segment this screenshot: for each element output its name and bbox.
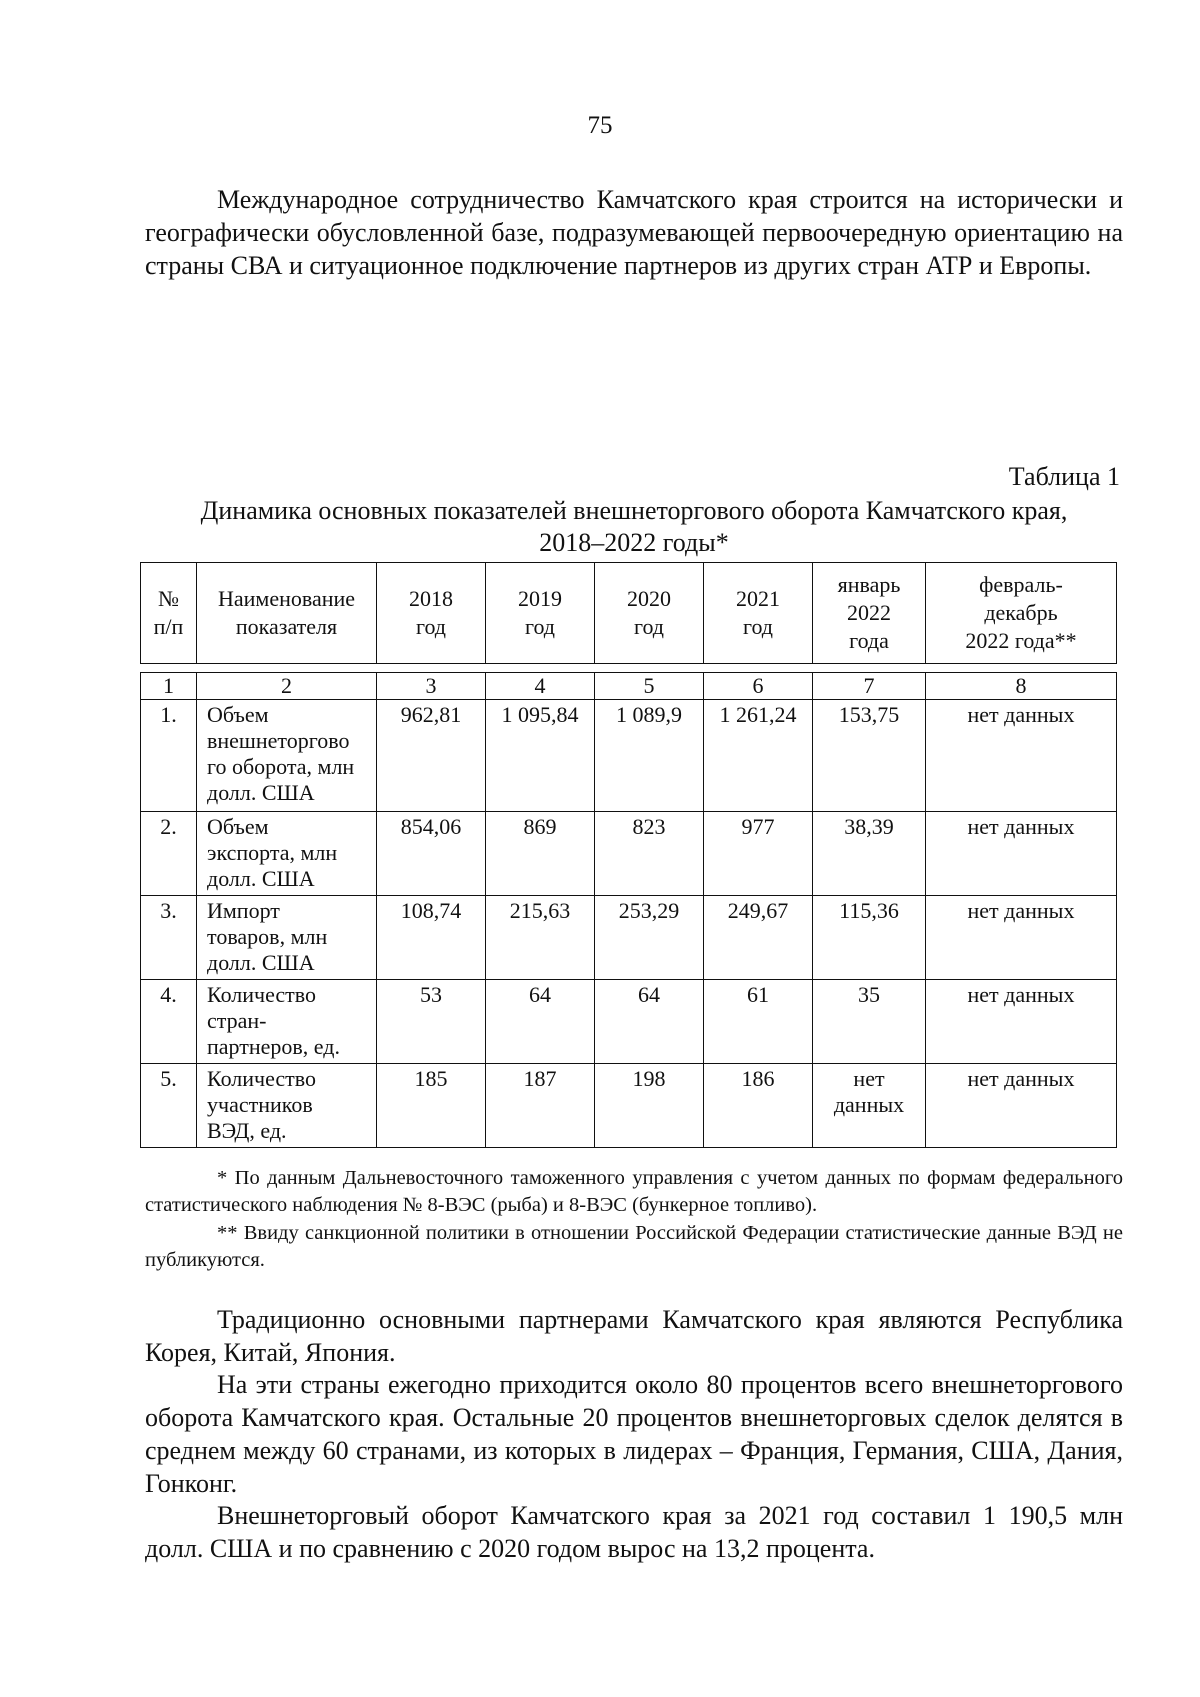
cell-value: нет данных [813,1064,926,1148]
data-table [140,672,1117,1148]
header-cell-2018: 2018 год [377,563,486,664]
header-cell-name: Наименование показателя [197,563,377,664]
cell-value: 186 [704,1064,813,1148]
cell-value: 115,36 [813,896,926,980]
table-label: Таблица 1 [1008,462,1120,491]
row-number: 3. [141,896,197,980]
row-name: Импорт товаров, млн долл. США [197,896,377,980]
column-number: 6 [704,673,813,700]
cell-value: 198 [595,1064,704,1148]
column-number: 7 [813,673,926,700]
column-number: 2 [197,673,377,700]
cell-value: 53 [377,980,486,1064]
column-number-row [141,673,1117,700]
cell-value: 253,29 [595,896,704,980]
cell-value: нет данных [926,896,1117,980]
cell-value: 854,06 [377,812,486,896]
table-title [145,495,1123,559]
cell-value: 64 [486,980,595,1064]
cell-value: 962,81 [377,700,486,812]
paragraph-share: На эти страны ежегодно приходится около 80 процентов всего внешнеторгового оборота Камчатского края. Остальные 20 процентов внешнеторговых сделок делятся в среднем между 60 странами, из которых в лидерах – Франция, Германия, США, Дания, Гонконг. [145,1370,1123,1498]
cell-value: 869 [486,812,595,896]
intro-paragraph: Международное сотрудничество Камчатского края строится на исторически и географически обусловленной базе, подразумевающей первоочередную ориентацию на страны СВА и ситуационное подключение партнеров из других стран АТР и Европы. [145,185,1123,280]
cell-value: нет данных [926,812,1117,896]
column-number: 1 [141,673,197,700]
table-row [141,980,1117,1064]
cell-value: 249,67 [704,896,813,980]
header-cell-num: № п/п [141,563,197,664]
cell-value: 38,39 [813,812,926,896]
header-cell-2019: 2019 год [486,563,595,664]
table-row [141,812,1117,896]
column-number: 4 [486,673,595,700]
cell-value: 153,75 [813,700,926,812]
cell-value: 108,74 [377,896,486,980]
row-number: 5. [141,1064,197,1148]
column-number: 3 [377,673,486,700]
header-cell-2021: 2021 год [704,563,813,664]
cell-value: нет данных [926,700,1117,812]
cell-value: 1 095,84 [486,700,595,812]
row-number: 2. [141,812,197,896]
row-name: Объем внешнеторгово го оборота, млн долл. США [197,700,377,812]
row-name: Количество стран- партнеров, ед. [197,980,377,1064]
cell-value: 977 [704,812,813,896]
footnote-2: ** Ввиду санкционной политики в отношении Российской Федерации статистические данные ВЭД не публикуются. [145,1222,1123,1271]
table-header [140,562,1117,664]
page-number: 75 [587,112,613,139]
column-number: 8 [926,673,1117,700]
row-number: 4. [141,980,197,1064]
footnote-1: * По данным Дальневосточного таможенного управления с учетом данных по формам федерального статистического наблюдения № 8-ВЭС (рыба) и 8-ВЭС (бункерное топливо). [145,1167,1123,1216]
cell-value: 185 [377,1064,486,1148]
table-row [141,1064,1117,1148]
header-cell-2020: 2020 год [595,563,704,664]
paragraph-partners: Традиционно основными партнерами Камчатского края являются Республика Корея, Китай, Япония. [145,1305,1123,1367]
cell-value: 35 [813,980,926,1064]
cell-value: 1 089,9 [595,700,704,812]
table-title-line1: Динамика основных показателей внешнеторгового оборота Камчатского края, [200,496,1068,525]
cell-value: 1 261,24 [704,700,813,812]
row-number: 1. [141,700,197,812]
cell-value: нет данных [926,980,1117,1064]
header-row [141,563,1117,664]
header-cell-feb-dec-2022: февраль- декабрь 2022 года** [926,563,1117,664]
column-number: 5 [595,673,704,700]
table-row [141,700,1117,812]
paragraph-turnover: Внешнеторговый оборот Камчатского края за 2021 год составил 1 190,5 млн долл. США и по сравнению с 2020 годом вырос на 13,2 процента. [145,1501,1123,1563]
cell-value: 61 [704,980,813,1064]
table-row [141,896,1117,980]
row-name: Объем экспорта, млн долл. США [197,812,377,896]
header-cell-jan-2022: январь 2022 года [813,563,926,664]
cell-value: 215,63 [486,896,595,980]
cell-value: нет данных [926,1064,1117,1148]
cell-value: 64 [595,980,704,1064]
table-title-line2: 2018–2022 годы* [539,528,729,557]
cell-value: 187 [486,1064,595,1148]
row-name: Количество участников ВЭД, ед. [197,1064,377,1148]
cell-value: 823 [595,812,704,896]
